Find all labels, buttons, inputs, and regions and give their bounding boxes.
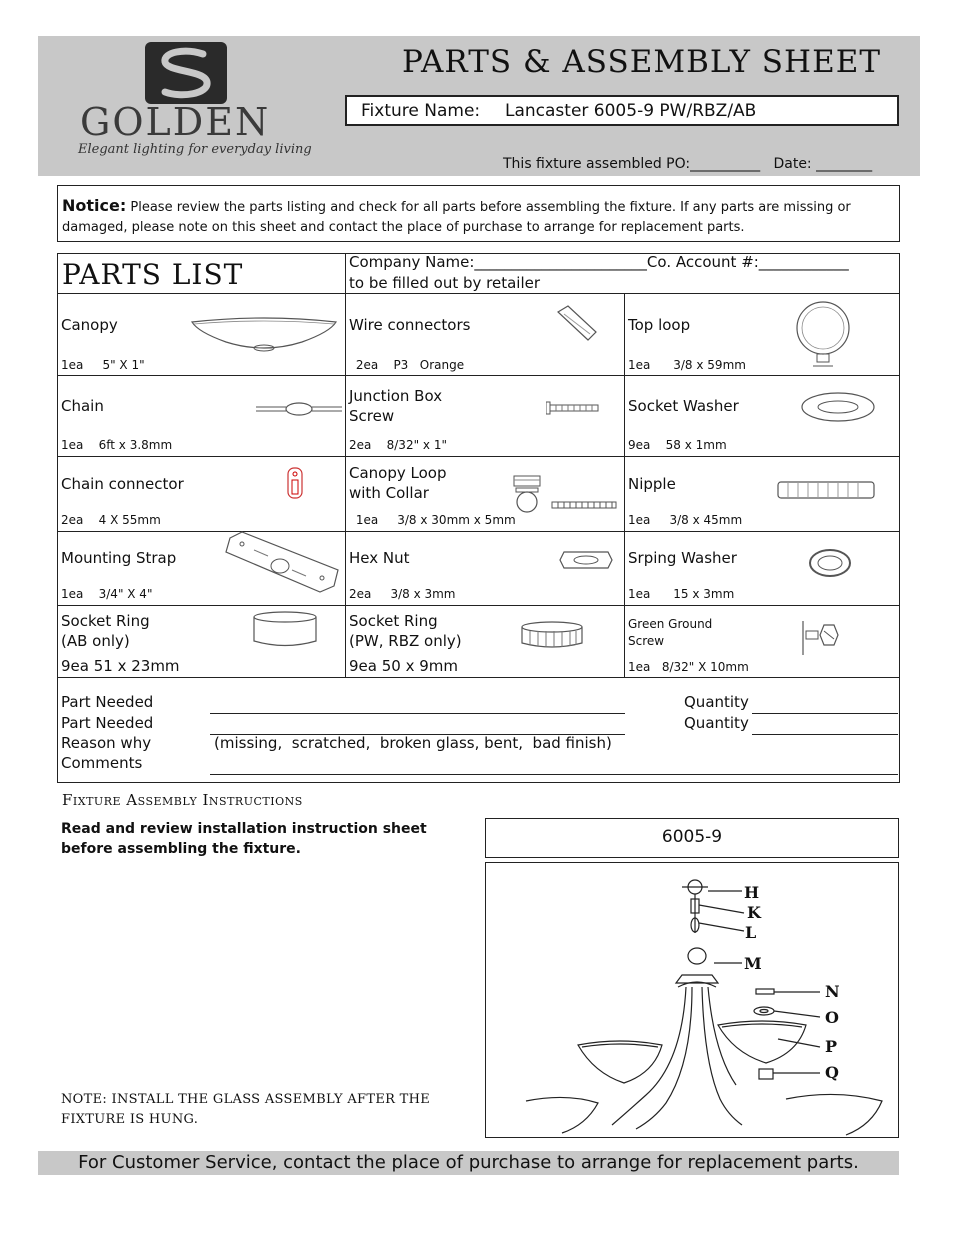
screw-icon: [546, 400, 600, 416]
instructions-title-text: Fixture Assembly Instructions: [62, 791, 303, 809]
part-name: Wire connectors: [349, 316, 471, 334]
nipple-icon: [776, 480, 878, 500]
notice-title: Notice:: [62, 196, 127, 215]
part-detail: 1ea 5" X 1": [61, 358, 145, 372]
part-name: Canopy: [61, 316, 118, 334]
socket-ring-ab-icon: [252, 610, 322, 650]
instructions-title: [62, 791, 303, 809]
part-name: Mounting Strap: [61, 549, 177, 567]
part-name: Green Ground Screw: [628, 617, 713, 648]
diagram-label-n: N: [825, 982, 840, 1001]
part-name: Chain connector: [61, 475, 184, 493]
part-name: Nipple: [628, 475, 676, 493]
reason-label: Reason why: [61, 734, 152, 752]
hex-nut-icon: [558, 548, 614, 572]
row-divider: [58, 605, 899, 606]
part-detail: 1ea 3/4" X 4": [61, 587, 153, 601]
notice-box: [57, 185, 900, 242]
part-name: Socket Ring (AB only): [61, 612, 150, 650]
part-name: Top loop: [628, 316, 691, 334]
golden-logo: [70, 40, 312, 165]
chain-connector-icon: [286, 466, 306, 500]
quantity-input-line[interactable]: [752, 713, 898, 714]
row-divider: [58, 456, 899, 457]
canopy-icon: [190, 314, 338, 356]
part-detail: 1ea 3/8 x 45mm: [628, 513, 743, 527]
part-name: Chain: [61, 397, 104, 415]
row-divider: [58, 375, 899, 376]
part-name: Hex Nut: [349, 549, 410, 567]
row-divider: [58, 677, 899, 678]
quantity-label: Quantity: [684, 693, 749, 711]
part-detail: 2ea 3/8 x 3mm: [349, 587, 456, 601]
diagram-label-l: L: [745, 923, 757, 942]
part-name: Srping Washer: [628, 549, 737, 567]
logo-wordmark: GOLDEN: [80, 100, 271, 144]
diagram-label-p: P: [825, 1037, 838, 1056]
page-title: PARTS & ASSEMBLY SHEET: [402, 44, 882, 80]
part-name: Socket Washer: [628, 397, 739, 415]
row-divider: [58, 293, 899, 294]
col-divider: [624, 293, 625, 677]
reason-options: (missing, scratched, broken glass, bent, bad finish): [214, 734, 612, 752]
part-detail: 1ea 6ft x 3.8mm: [61, 438, 173, 452]
part-detail: 1ea 15 x 3mm: [628, 587, 735, 601]
diagram-label-h: H: [744, 883, 760, 902]
part-needed-label: Part Needed: [61, 693, 154, 711]
quantity-input-line[interactable]: [752, 734, 898, 735]
fixture-name-label: Fixture Name:: [361, 101, 481, 121]
part-needed-label: Part Needed: [61, 714, 154, 732]
glass-assembly-note: NOTE: INSTALL THE GLASS ASSEMBLY AFTER THE FIXTURE IS HUNG.: [61, 1092, 431, 1127]
comments-label: Comments: [61, 754, 143, 772]
chain-icon: [256, 400, 342, 418]
fixture-name-value: Lancaster 6005-9 PW/RBZ/AB: [505, 101, 757, 121]
diagram-label-k: K: [747, 903, 761, 922]
fixture-name-box: [345, 95, 899, 126]
part-name: Socket Ring (PW, RBZ only): [349, 612, 462, 650]
parts-list-table: [57, 253, 900, 783]
part-name: Canopy Loop with Collar: [349, 464, 447, 502]
notice-text: Please review the parts listing and check for all parts before assembling the fixture. If any parts are missing or damaged, please note on this sheet and contact the place of purchase to arrange for replacement parts.: [62, 200, 851, 235]
wire-connector-icon: [554, 304, 600, 344]
logo-tagline: Elegant lighting for everyday living: [78, 142, 312, 157]
diagram-label-o: O: [825, 1008, 839, 1027]
part-detail: 9ea 50 x 9mm: [349, 657, 458, 675]
part-detail: 1ea 3/8 x 59mm: [628, 358, 746, 372]
assembly-diagram: [485, 862, 899, 1138]
part-detail: 2ea 4 X 55mm: [61, 513, 161, 527]
company-account-line: Company Name:_______________________Co. Account #:____________: [349, 253, 849, 271]
part-name: Junction Box Screw: [349, 387, 443, 425]
top-loop-icon: [793, 300, 853, 370]
model-number-box: 6005-9: [485, 818, 899, 858]
logo-mark-icon: [145, 42, 227, 104]
washer-icon: [800, 391, 876, 423]
mounting-strap-icon: [224, 530, 342, 596]
part-detail: 9ea 51 x 23mm: [61, 657, 180, 675]
socket-ring-pw-icon: [520, 621, 586, 651]
comments-input-line[interactable]: [210, 774, 898, 775]
col-divider: [345, 254, 346, 677]
spring-washer-icon: [808, 548, 854, 580]
part-detail: 1ea 3/8 x 30mm x 5mm: [352, 513, 516, 527]
part-detail: 9ea 58 x 1mm: [628, 438, 727, 452]
diagram-label-q: Q: [825, 1063, 839, 1082]
instructions-text: Read and review installation instruction sheet before assembling the fixture.: [61, 821, 427, 857]
row-divider: [58, 531, 899, 532]
quantity-label: Quantity: [684, 714, 749, 732]
ground-screw-icon: [800, 619, 844, 657]
customer-service-footer: For Customer Service, contact the place of purchase to arrange for replacement parts.: [38, 1151, 899, 1175]
parts-list-title: PARTS LIST: [62, 258, 244, 291]
diagram-label-m: M: [744, 954, 762, 973]
part-needed-input-line[interactable]: [210, 713, 625, 714]
part-detail: 1ea 8/32" X 10mm: [628, 660, 749, 674]
retailer-note: to be filled out by retailer: [349, 274, 541, 292]
canopy-loop-icon: [510, 474, 620, 516]
po-date-line: This fixture assembled PO:__________ Date: ________: [503, 156, 873, 172]
part-detail: 2ea 8/32" x 1": [349, 438, 447, 452]
part-detail: 2ea P3 Orange: [352, 358, 465, 372]
